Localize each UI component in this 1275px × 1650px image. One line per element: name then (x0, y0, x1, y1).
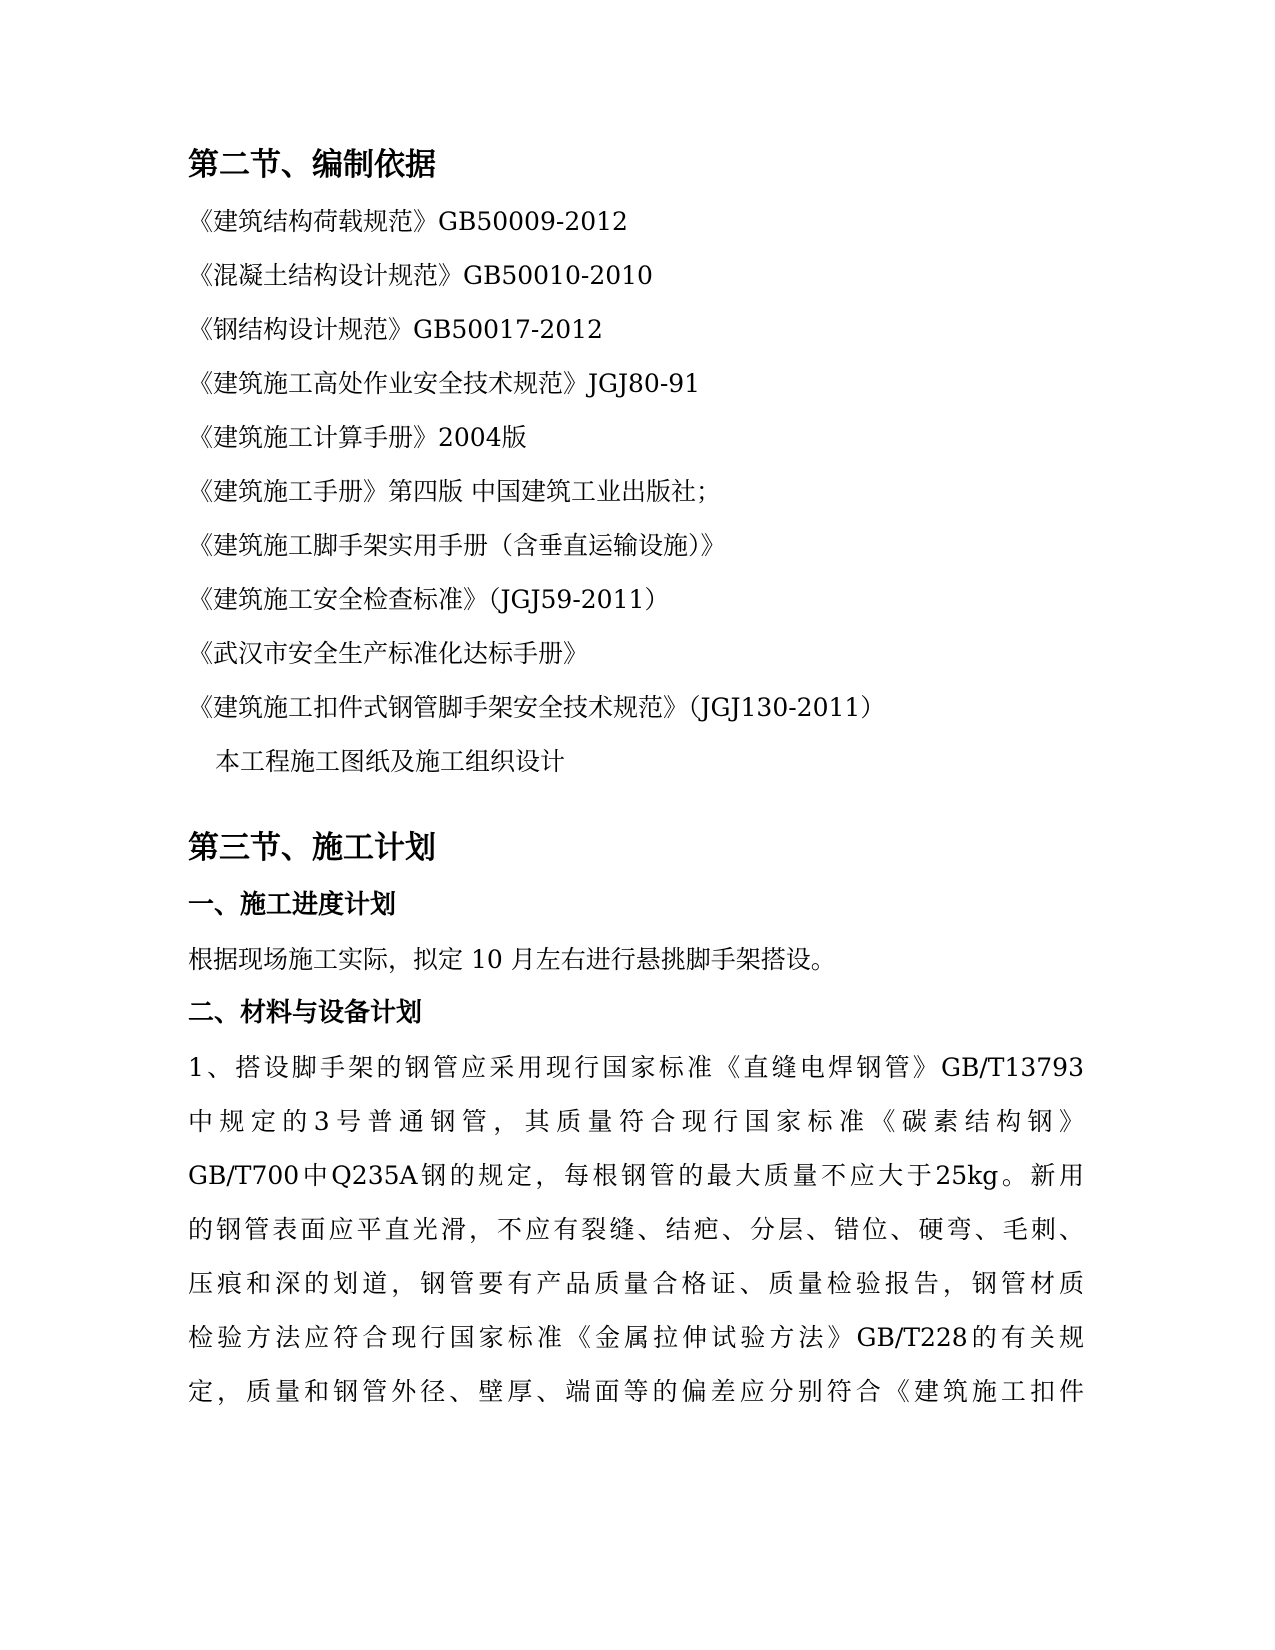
materials-paragraph-line: GB/T700中Q235A钢的规定，每根钢管的最大质量不应大于25kg。新用 (188, 1161, 1084, 1190)
reference-item: 《建筑结构荷载规范》GB50009-2012 (188, 207, 628, 236)
reference-item: 《混凝土结构设计规范》GB50010-2010 (188, 261, 653, 290)
reference-item: 本工程施工图纸及施工组织设计 (215, 747, 566, 776)
reference-item: 《建筑施工手册》第四版 中国建筑工业出版社； (188, 477, 721, 506)
reference-item: 《武汉市安全生产标准化达标手册》 (188, 639, 589, 668)
subsection-heading-materials: 二、材料与设备计划 (188, 998, 423, 1028)
reference-item: 《建筑施工脚手架实用手册（含垂直运输设施）》 (188, 531, 726, 560)
materials-paragraph-line: 1、搭设脚手架的钢管应采用现行国家标准《直缝电焊钢管》GB/T13793 (188, 1053, 1084, 1082)
section-heading-plan: 第三节、施工计划 (188, 830, 436, 866)
materials-paragraph-line: 的钢管表面应平直光滑，不应有裂缝、结疤、分层、错位、硬弯、毛刺、 (188, 1215, 1084, 1244)
schedule-paragraph: 根据现场施工实际，拟定 10 月左右进行悬挑脚手架搭设。 (188, 945, 836, 974)
section-heading-basis: 第二节、编制依据 (188, 147, 436, 183)
materials-paragraph-line: 检验方法应符合现行国家标准《金属拉伸试验方法》GB/T228的有关规 (188, 1323, 1084, 1352)
subsection-heading-schedule: 一、施工进度计划 (188, 890, 397, 920)
reference-item: 《钢结构设计规范》GB50017-2012 (188, 315, 603, 344)
materials-paragraph-line: 压痕和深的划道，钢管要有产品质量合格证、质量检验报告，钢管材质 (188, 1269, 1084, 1298)
materials-paragraph-line: 中规定的3号普通钢管，其质量符合现行国家标准《碳素结构钢》 (188, 1107, 1084, 1136)
materials-paragraph-line: 定，质量和钢管外径、壁厚、端面等的偏差应分别符合《建筑施工扣件 (188, 1377, 1084, 1406)
reference-item: 《建筑施工安全检查标准》（JGJ59-2011） (188, 585, 670, 614)
reference-item: 《建筑施工高处作业安全技术规范》JGJ80-91 (188, 369, 701, 398)
reference-item: 《建筑施工扣件式钢管脚手架安全技术规范》（JGJ130-2011） (188, 693, 886, 722)
reference-item: 《建筑施工计算手册》2004版 (188, 423, 527, 452)
